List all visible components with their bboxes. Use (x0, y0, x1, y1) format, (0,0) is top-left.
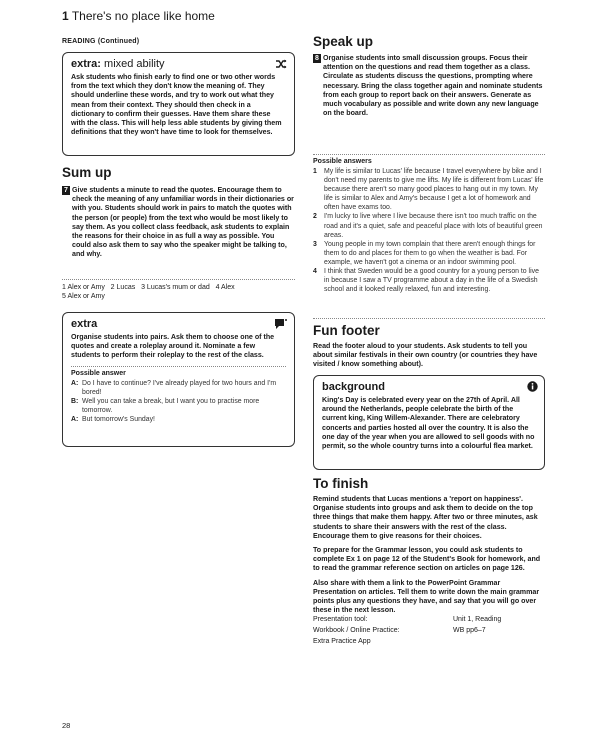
divider (313, 154, 545, 155)
divider (313, 318, 545, 319)
extra-mixed-ability-box (62, 52, 295, 156)
to-finish-paragraph: To prepare for the Grammar lesson, you could ask students to complete Ex 1 on page 12 of the Student's Book for homework, and to read the grammar reference section on articles on page 126. (313, 546, 541, 573)
dialogue-line: A: Do I have to continue? I've already played for two hours and I'm bored! (71, 379, 277, 396)
background-title: background (322, 381, 385, 393)
fun-footer-heading-wrap (313, 323, 380, 338)
sum-up-answers (62, 283, 295, 301)
to-finish-heading: To finish (313, 476, 369, 491)
shuffle-icon (275, 59, 287, 69)
resource-row: Extra Practice App (313, 638, 371, 645)
extra-roleplay-title: extra (71, 318, 98, 330)
answer-item: 5 Alex or Amy (62, 293, 105, 301)
answer-item: 2 Lucas (110, 284, 136, 291)
answer-item: 1 Alex or Amy (62, 284, 105, 291)
possible-answer-label: Possible answer (71, 369, 126, 377)
fun-footer-text: Read the footer aloud to your students. Ask students to tell you about similar festivals in their own country (or countries they have visited / know something about). (313, 342, 538, 369)
step-number-8: 8 (313, 54, 321, 63)
answer-item: 2 I'm lucky to live where I live because there isn't too much traffic on the road and it's a quiet, safe and peaceful place with lots of beautiful green areas. (313, 213, 543, 239)
divider (71, 366, 286, 367)
divider (62, 279, 295, 280)
dialogue-line: B: Well you can take a break, but I want you to practise more tomorrow. (71, 397, 260, 414)
sum-up-step (62, 186, 295, 260)
to-finish-paragraph: Also share with them a link to the PowerPoint Grammar Presentation on articles. Tell them to write down the main grammar points plus any questions they have, and say that you will go over these in the next lesson. (313, 578, 540, 615)
answer-item: 4 I think that Sweden would be a good country for a young person to live in because I saw a TV programme about a day in the life of a Swedish school and it looked really relaxed, fun and interesting. (313, 268, 539, 294)
speak-up-answers (313, 158, 545, 294)
sum-up-heading-wrap (62, 165, 112, 180)
to-finish-heading-wrap (313, 476, 368, 491)
sum-up-text: Give students a minute to read the quotes. Encourage them to check the meaning of any unfamiliar words in their dictionaries or with you. Students should work in pairs to match the quotes with the person (or people) from the text who would be most likely to say them. As you collect class feedback, ask students to explain the reasons for their choice in as full a way as possible. You could also ask them to say who the speaker might be talking to, and why. (72, 186, 294, 259)
unit-number: 1 (62, 9, 69, 23)
extra-mixed-title: extra: mixed ability (71, 58, 165, 70)
unit-header (62, 9, 215, 23)
answer-item: 3 Young people in my town complain that there aren't enough things for them to do and places for them to go when the weather is bad. For example, we haven't got a cinema or an indoor swimming pool. (313, 240, 536, 266)
extra-roleplay-text: Organise students into pairs. Ask them to choose one of the quotes and create a roleplay around it. Nominate a few students to perform their roleplay to the rest of the class. (71, 333, 275, 360)
background-text: King's Day is celebrated every year on the 27th of April. All around the Netherlands, people celebrate the birth of the current king, King Willem-Alexander. There are celebratory concerts and parties hosted all over the country. It is also the one day of the year when you are allowed to sell goods with no permit, so the whole country turns into a colourful flea market. (322, 396, 535, 451)
answer-item: 1 My life is similar to Lucas' life because I travel everywhere by bike and I don't need my parents to give me lifts. My life is different from Lucas' life because there aren't so many good places to hang out in my town. My life is similar to Alex and Amy's because I get a lot of homework and often have exams too. (313, 168, 544, 212)
dialogue-line: A: But tomorrow's Sunday! (71, 415, 155, 423)
answer-item: 3 Lucas's mum or dad (141, 284, 210, 291)
fun-footer-heading: Fun footer (313, 323, 380, 338)
speak-up-text: Organise students into small discussion groups. Focus their attention on the questions and read them together as a class. Circulate as students discuss the questions, prompting where necessary. Bring the class together again and nominate students from each group to report back on their answers. Generate as much vocabulary as possible and write down any new language on the board. (323, 54, 543, 118)
resource-row: Presentation tool: Unit 1, Reading (313, 616, 502, 623)
info-icon (527, 381, 538, 392)
resources-table (313, 614, 545, 647)
resource-row: Workbook / Online Practice: WB pp6–7 (313, 627, 486, 634)
possible-answers-label: Possible answers (313, 158, 372, 165)
speak-up-step (313, 54, 545, 118)
page-number: 28 (62, 721, 71, 730)
speak-up-heading: Speak up (313, 34, 374, 49)
background-box (313, 375, 545, 470)
unit-title: There's no place like home (71, 9, 215, 23)
speak-up-heading-wrap (313, 34, 373, 49)
step-number-7: 7 (62, 186, 70, 195)
extra-roleplay-box (62, 312, 295, 447)
answer-item: 4 Alex (215, 284, 235, 291)
to-finish-body (313, 495, 545, 615)
sum-up-heading: Sum up (62, 165, 112, 180)
fun-footer-body (313, 342, 545, 370)
to-finish-paragraph: Remind students that Lucas mentions a 'report on happiness'. Organise students into groups and ask them to decide on the top three things that make them happy. After two or three minutes, ask students to share their answers with the rest of the class. Encourage them to give reasons for their choices. (313, 495, 538, 540)
section-label: READING (Continued) (62, 38, 140, 45)
speech-bubble-icon (274, 318, 288, 330)
extra-mixed-text: Ask students who finish early to find one or two other words from the text which they don't know the meaning of. They should underline these words, and try to work out what they mean from their context. They should then check in a dictionary to confirm their guesses. Have them share these with the class. This will help less able students by giving them definitions that they won't have time to look for themselves. (71, 73, 282, 137)
